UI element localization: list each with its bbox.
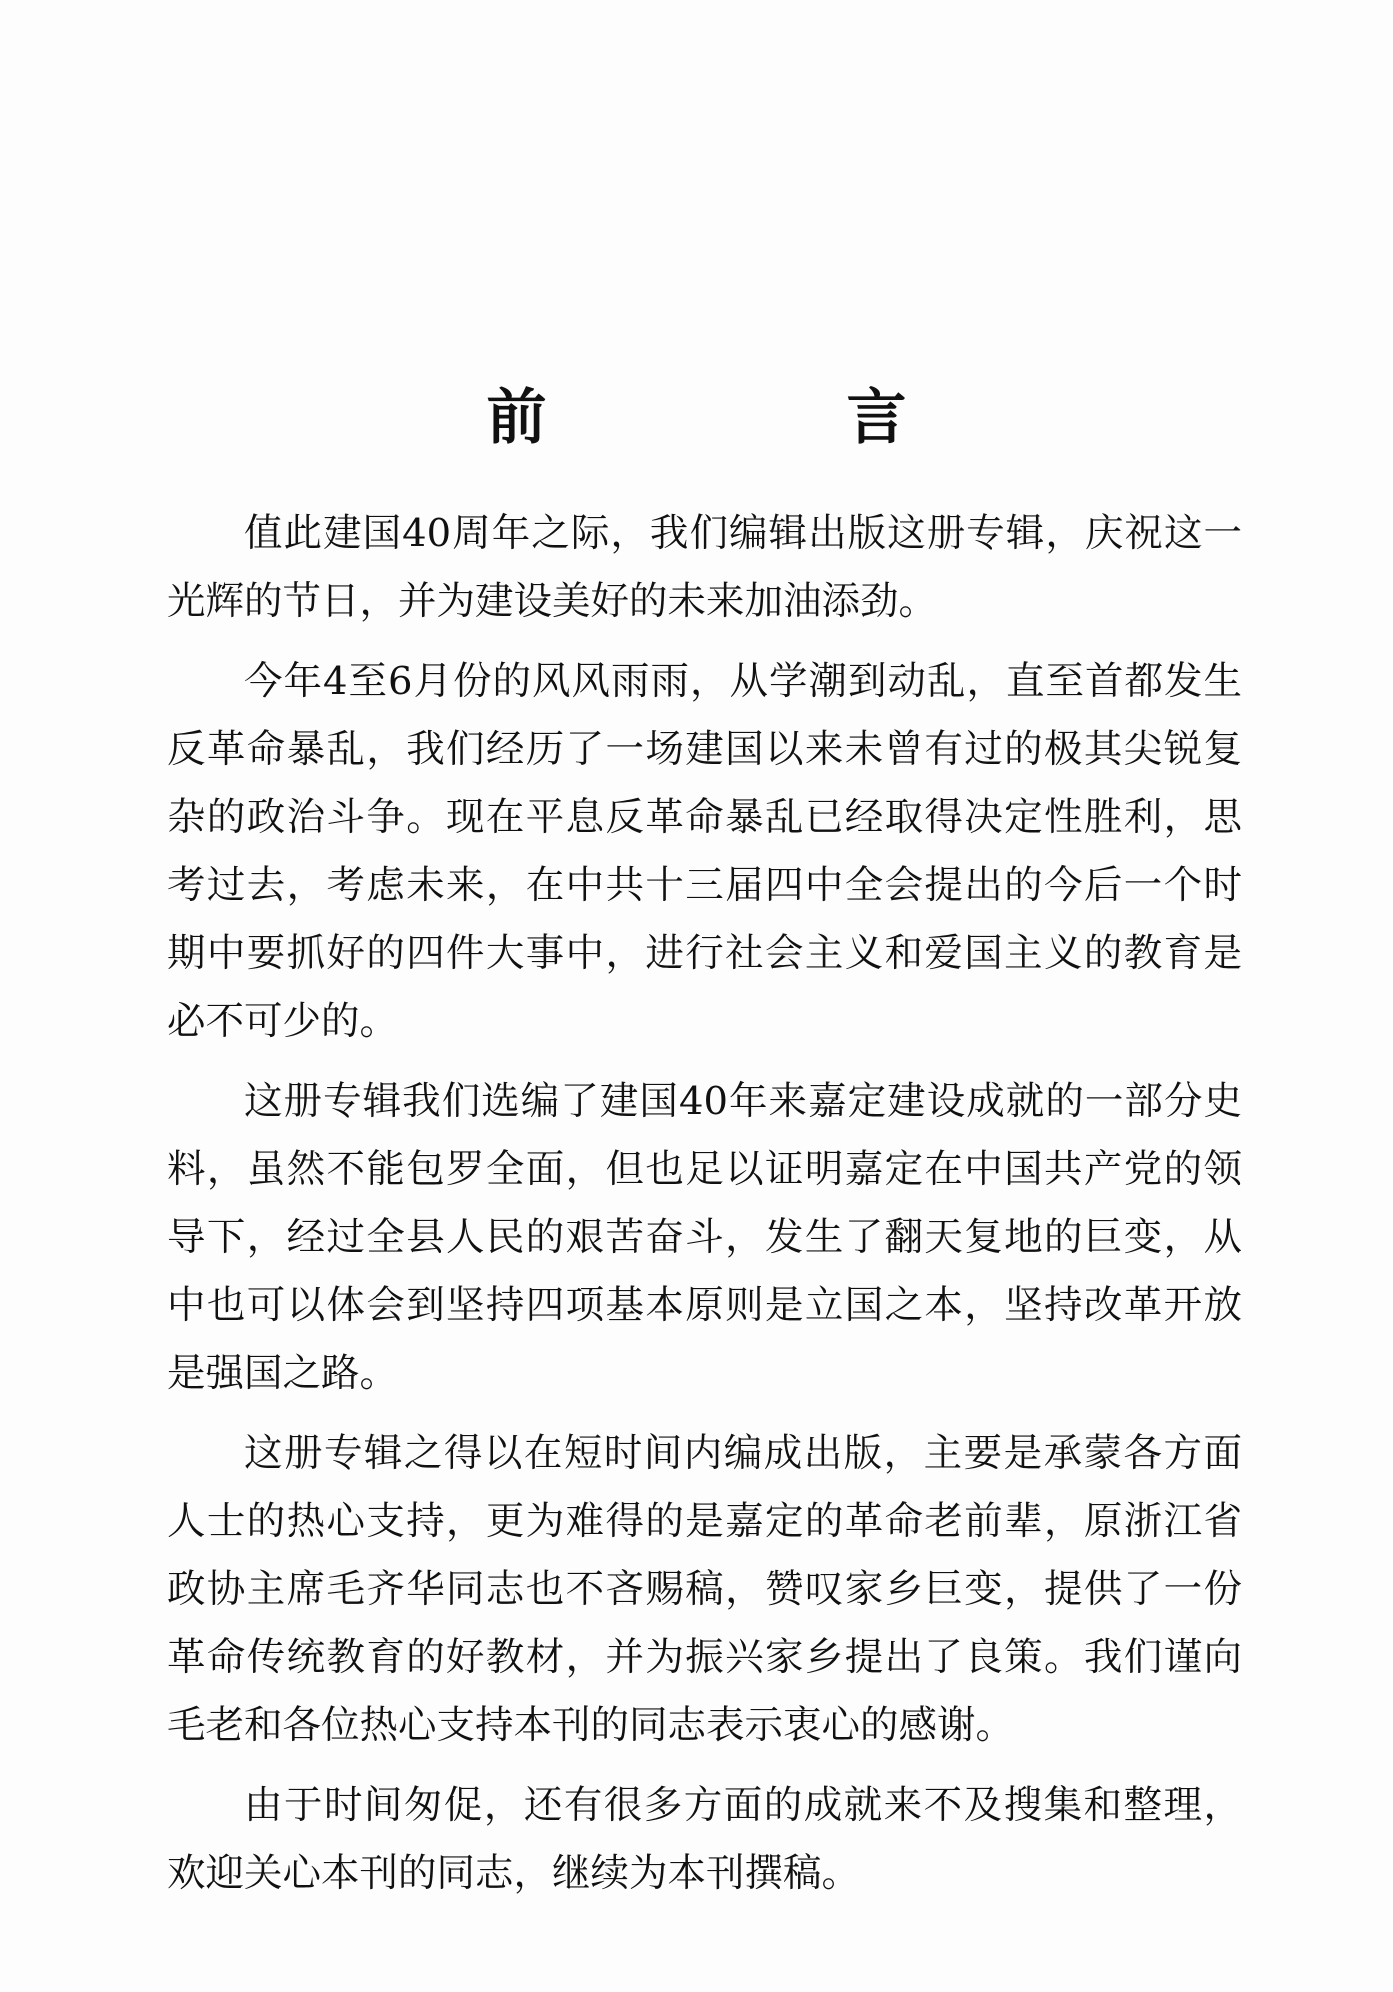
paragraph-1: 值此建国40周年之际，我们编辑出版这册专辑，庆祝这一光辉的节日，并为建设美好的未来加油添劲。 xyxy=(167,511,1242,624)
page-title: 前 言 xyxy=(486,383,1027,453)
paragraph-3: 这册专辑我们选编了建国40年来嘉定建设成就的一部分史料，虽然不能包罗全面，但也足以证明嘉定在中国共产党的领导下，经过全县人民的艰苦奋斗，发生了翻天复地的巨变，从中也可以体会到坚持四项基本原则是立国之本，坚持改革开放是强国之路。 xyxy=(167,1079,1242,1396)
paragraph-2: 今年4至6月份的风风雨雨，从学潮到动乱，直至首都发生反革命暴乱，我们经历了一场建国以来未曾有过的极其尖锐复杂的政治斗争。现在平息反革命暴乱已经取得决定性胜利，思考过去，考虑未来，在中共十三届四中全会提出的今后一个时期中要抓好的四件大事中，进行社会主义和爱国主义的教育是必不可少的。 xyxy=(167,659,1242,1044)
preface-body xyxy=(167,500,1242,1920)
paragraph-4: 这册专辑之得以在短时间内编成出版，主要是承蒙各方面人士的热心支持，更为难得的是嘉定的革命老前辈，原浙江省政协主席毛齐华同志也不吝赐稿，赞叹家乡巨变，提供了一份革命传统教育的好教材，并为振兴家乡提出了良策。我们谨向毛老和各位热心支持本刊的同志表示衷心的感谢。 xyxy=(167,1431,1242,1748)
paragraph-5: 由于时间匆促，还有很多方面的成就来不及搜集和整理，欢迎关心本刊的同志，继续为本刊撰稿。 xyxy=(167,1783,1242,1896)
